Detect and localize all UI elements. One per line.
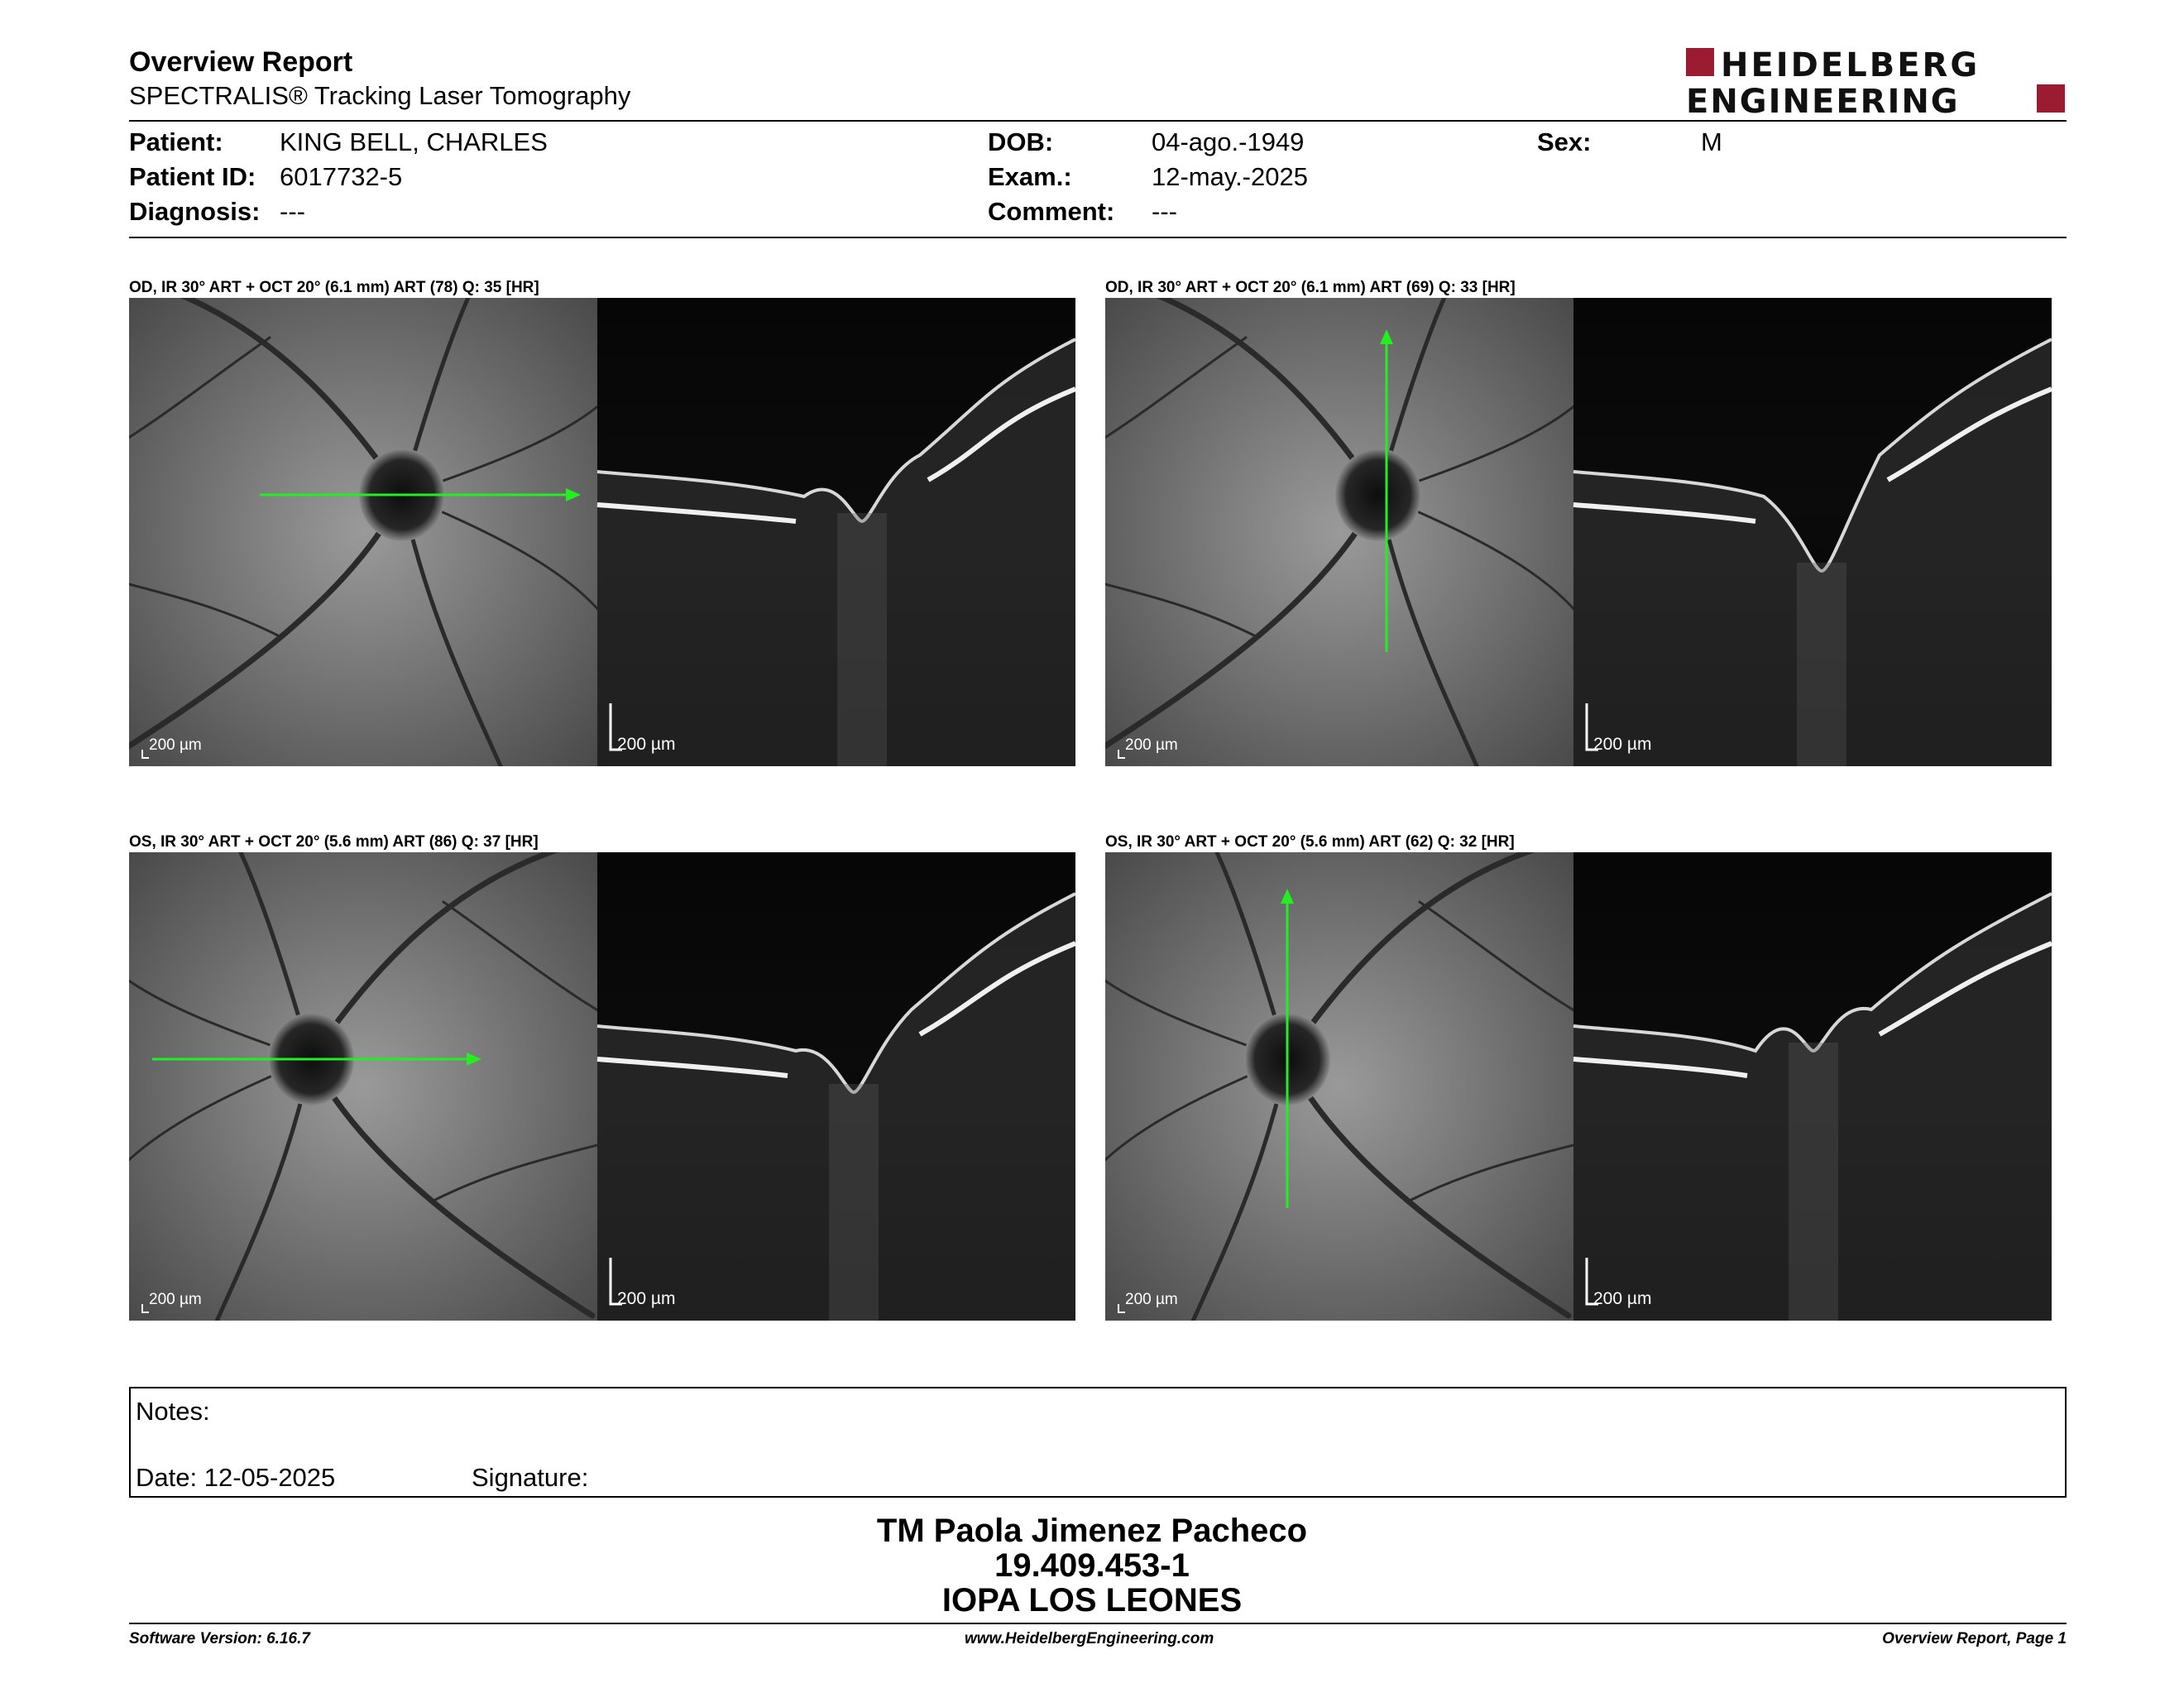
dob-label: DOB: — [988, 127, 1054, 156]
header-rule — [129, 120, 2067, 122]
signer-id: 19.409.453-1 — [994, 1547, 1190, 1584]
patient-name: KING BELL, CHARLES — [280, 127, 548, 156]
scale-label: 200 µm — [149, 1291, 202, 1308]
page-info: Overview Report, Page 1 — [1882, 1630, 2067, 1647]
scan-image — [129, 852, 1075, 1321]
scale-label: 200 µm — [1125, 1291, 1178, 1308]
notes-label: Notes: — [136, 1397, 210, 1426]
report-title: Overview Report — [129, 46, 353, 78]
fundus-image — [129, 298, 617, 766]
exam-value: 12-may.-2025 — [1152, 162, 1308, 191]
sex-value: M — [1701, 127, 1722, 156]
heidelberg-logo — [1686, 45, 2067, 116]
scan-panel — [129, 852, 1075, 1321]
scan-panel — [1105, 852, 2052, 1321]
scale-label: 200 µm — [149, 736, 202, 754]
scan-image — [1105, 298, 2052, 766]
optic-disc — [1335, 448, 1421, 541]
scan-caption: OD, IR 30° ART + OCT 20° (6.1 mm) ART (69) Q: 33 [HR] — [1105, 279, 1516, 296]
scan-panel — [1105, 298, 2052, 766]
website-link[interactable]: www.HeidelbergEngineering.com — [965, 1630, 1214, 1647]
scale-label: 200 µm — [1125, 736, 1178, 754]
diagnosis-label: Diagnosis: — [129, 197, 261, 226]
signer-name: TM Paola Jimenez Pacheco — [876, 1513, 1308, 1549]
scale-label: 200 µm — [617, 735, 676, 754]
notes-box — [129, 1387, 2067, 1498]
patient-id-label: Patient ID: — [129, 162, 256, 191]
svg-text:ENGINEERING: ENGINEERING — [1686, 83, 1960, 116]
exam-label: Exam.: — [988, 162, 1072, 191]
scan-panel — [129, 298, 1075, 766]
signature-label: Signature: — [472, 1463, 589, 1492]
oct-bscan — [1573, 852, 2052, 1321]
scan-caption: OS, IR 30° ART + OCT 20° (5.6 mm) ART (62) Q: 32 [HR] — [1105, 833, 1515, 851]
oct-bscan — [597, 852, 1075, 1321]
dob-value: 04-ago.-1949 — [1152, 127, 1305, 156]
scan-caption: OD, IR 30° ART + OCT 20° (6.1 mm) ART (78) Q: 35 [HR] — [129, 279, 539, 296]
oct-bscan — [1573, 298, 2052, 766]
signer-institution: IOPA LOS LEONES — [941, 1582, 1243, 1618]
footer-rule — [129, 1623, 2067, 1624]
comment-label: Comment: — [988, 197, 1115, 226]
scan-caption: OS, IR 30° ART + OCT 20° (5.6 mm) ART (86) Q: 37 [HR] — [129, 833, 539, 851]
scale-label: 200 µm — [617, 1289, 676, 1308]
fundus-image — [1105, 852, 1643, 1321]
patient-label: Patient: — [129, 127, 223, 156]
fundus-image — [1105, 298, 1593, 766]
software-version: Software Version: 6.16.7 — [129, 1630, 310, 1647]
sex-label: Sex: — [1537, 127, 1592, 156]
comment-value: --- — [1152, 197, 1177, 226]
scan-image — [1105, 852, 2052, 1321]
patient-rule — [129, 237, 2067, 238]
fundus-image — [129, 852, 667, 1321]
scale-label: 200 µm — [1593, 735, 1652, 754]
report-subtitle: SPECTRALIS® Tracking Laser Tomography — [129, 81, 631, 110]
patient-id: 6017732-5 — [280, 162, 403, 191]
svg-text:HEIDELBERG: HEIDELBERG — [1721, 46, 1980, 84]
scale-label: 200 µm — [1593, 1289, 1652, 1308]
scan-image — [129, 298, 1075, 766]
diagnosis-value: --- — [280, 197, 305, 226]
date-label: Date: 12-05-2025 — [136, 1463, 336, 1492]
oct-bscan — [597, 298, 1075, 766]
